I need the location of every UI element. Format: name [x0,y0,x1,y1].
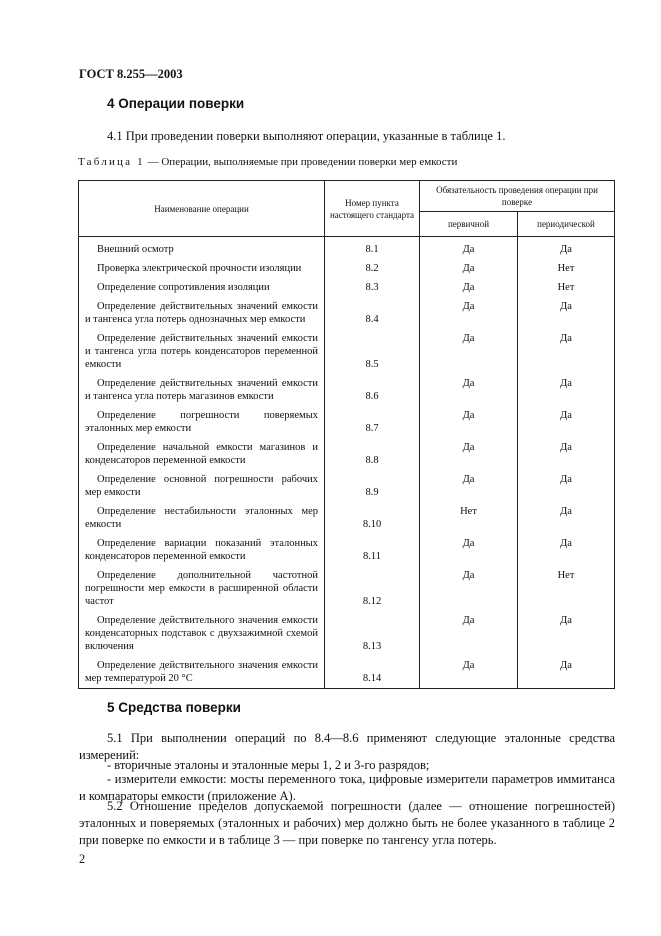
cell-periodic: Да [518,371,615,403]
cell-primary: Да [420,256,518,275]
table-row [79,653,615,689]
operation-name-text: Определение действительных значений емкости и тангенса угла потерь конденсаторов переменной емкости [85,333,318,370]
cell-periodic: Да [518,499,615,531]
operation-name-text: Определение нестабильности эталонных мер емкости [85,506,318,530]
cell-clause-number: 8.2 [325,256,420,275]
cell-operation-name [79,653,325,689]
cell-primary: Да [420,608,518,653]
operation-name-text: Определение погрешности поверяемых эталонных мер емкости [85,410,318,434]
operation-name-text: Определение действительного значения емкости мер температурой 20 °С [85,660,318,684]
operation-name-text: Определение вариации показаний эталонных конденсаторов переменной емкости [85,538,318,562]
cell-primary: Да [420,326,518,371]
table-1-caption [78,156,457,168]
cell-clause-number: 8.3 [325,275,420,294]
cell-primary: Да [420,653,518,689]
operation-name-text: Внешний осмотр [97,244,174,255]
page-number: 2 [79,852,86,866]
cell-periodic: Да [518,237,615,257]
table-row [79,275,615,294]
operation-name-text: Проверка электрической прочности изоляции [97,263,302,274]
operation-name-text: Определение действительного значения емкости конденсаторных подставок с двухзажимной схемой включения [85,615,318,652]
table-row [79,403,615,435]
cell-operation-name [79,563,325,608]
cell-operation-name [79,435,325,467]
cell-clause-number: 8.10 [325,499,420,531]
cell-operation-name [79,237,325,257]
cell-primary: Да [420,435,518,467]
operation-name-text: Определение дополнительной частотной погрешности мер емкости в расширенной области частот [85,570,318,607]
cell-primary: Да [420,371,518,403]
col-header-primary: первичной [420,212,518,237]
table-row [79,608,615,653]
cell-primary: Нет [420,499,518,531]
cell-periodic: Да [518,531,615,563]
cell-clause-number: 8.11 [325,531,420,563]
col-header-name: Наименование операции [79,181,325,237]
cell-operation-name [79,371,325,403]
cell-primary: Да [420,563,518,608]
cell-operation-name [79,275,325,294]
cell-clause-number: 8.1 [325,237,420,257]
operation-name-text: Определение сопротивления изоляции [97,282,270,293]
table-row [79,435,615,467]
table-row [79,531,615,563]
table-1-label: Таблица 1 [78,156,145,168]
section-5-para-1: 5.1 При выполнении операций по 8.4—8.6 применяют следующие эталонные средства измерений: [79,731,615,762]
col-header-number: Номер пункта настоящего стандарта [325,181,420,237]
cell-clause-number: 8.6 [325,371,420,403]
operations-table [78,180,615,689]
cell-clause-number: 8.14 [325,653,420,689]
cell-operation-name [79,531,325,563]
section-4-heading: 4 Операции поверки [107,96,245,111]
cell-periodic: Нет [518,256,615,275]
cell-periodic: Да [518,435,615,467]
table-row [79,237,615,257]
cell-clause-number: 8.9 [325,467,420,499]
table-1-title: — Операции, выполняемые при проведении поверки мер емкости [144,156,458,168]
table-row [79,294,615,326]
document-code: ГОСТ 8.255—2003 [79,67,183,81]
cell-primary: Да [420,294,518,326]
operation-name-text: Определение действительных значений емкости и тангенса угла потерь однозначных мер емкости [85,301,318,325]
cell-primary: Да [420,275,518,294]
cell-primary: Да [420,531,518,563]
cell-periodic: Да [518,403,615,435]
section-4-intro: 4.1 При проведении поверки выполняют операции, указанные в таблице 1. [107,129,506,143]
cell-periodic: Да [518,608,615,653]
cell-clause-number: 8.13 [325,608,420,653]
cell-clause-number: 8.8 [325,435,420,467]
list-item: - измерители емкости: мосты переменного тока, цифровые измерители параметров иммитанса и компараторы емкости (приложение А). [79,772,615,803]
operation-name-text: Определение основной погрешности рабочих мер емкости [85,474,318,498]
table-row [79,563,615,608]
cell-clause-number: 8.12 [325,563,420,608]
table-row [79,499,615,531]
col-header-mandatory: Обязательность проведения операции при поверке [420,181,615,212]
operation-name-text: Определение действительных значений емкости и тангенса угла потерь магазинов емкости [85,378,318,402]
table-row [79,326,615,371]
cell-operation-name [79,294,325,326]
operation-name-text: Определение начальной емкости магазинов и конденсаторов переменной емкости [85,442,318,466]
cell-periodic: Да [518,653,615,689]
cell-periodic: Да [518,294,615,326]
table-row [79,467,615,499]
cell-operation-name [79,403,325,435]
section-5-para-2: 5.2 Отношение пределов допускаемой погрешности (далее — отношение погрешностей) эталонных и поверяемых (эталонных и рабочих) мер должно быть не более указанного в таблице 2 при поверке по емкости и в таблице 3 — при поверке по тангенсу угла потерь. [79,799,615,847]
cell-clause-number: 8.7 [325,403,420,435]
cell-periodic: Нет [518,563,615,608]
cell-periodic: Нет [518,275,615,294]
cell-operation-name [79,499,325,531]
cell-operation-name [79,608,325,653]
cell-clause-number: 8.4 [325,294,420,326]
cell-primary: Да [420,237,518,257]
cell-operation-name [79,256,325,275]
cell-operation-name [79,326,325,371]
cell-clause-number: 8.5 [325,326,420,371]
cell-operation-name [79,467,325,499]
cell-primary: Да [420,403,518,435]
cell-primary: Да [420,467,518,499]
list-item: - вторичные эталоны и эталонные меры 1, 2 и 3-го разрядов; [107,758,430,772]
table-row [79,371,615,403]
cell-periodic: Да [518,326,615,371]
cell-periodic: Да [518,467,615,499]
section-5-heading: 5 Средства поверки [107,700,241,715]
col-header-periodic: периодической [518,212,615,237]
table-row [79,256,615,275]
